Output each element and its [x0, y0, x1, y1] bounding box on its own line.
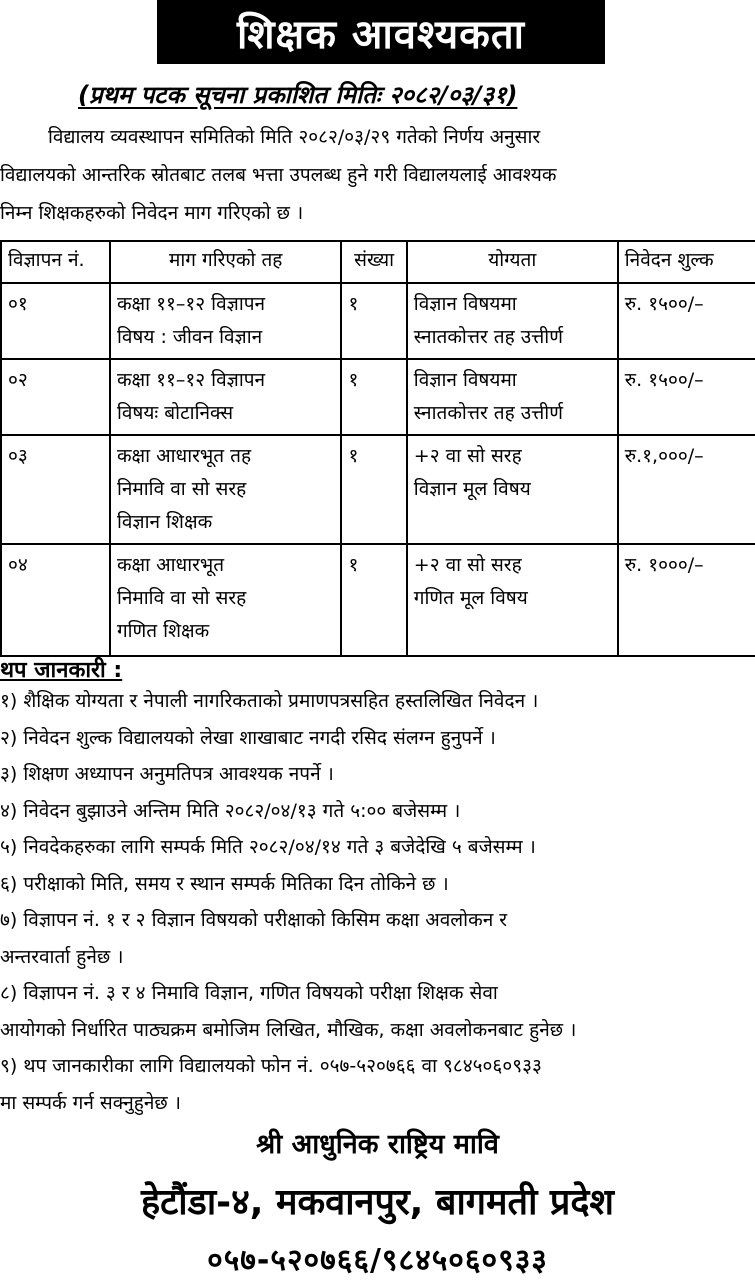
qualification [407, 283, 618, 359]
list-item: अन्तरवार्ता हुनेछ । [0, 945, 124, 968]
requested-level [110, 435, 342, 544]
qual-line: +२ वा सो सरह [413, 554, 522, 576]
qual-line: विज्ञान विषयमा [413, 369, 517, 391]
intro-paragraph [0, 118, 755, 232]
vacancy-table [0, 240, 755, 657]
list-item: मा सम्पर्क गर्न सक्नुहुनेछ । [0, 1091, 181, 1114]
qual-line: +२ वा सो सरह [413, 445, 522, 467]
header-fee: निवेदन शुल्क [618, 241, 755, 283]
list-item: ४) निवेदन बुझाउने अन्तिम मिति २०८२/०४/१३ गते ५:०० बजेसम्म । [0, 799, 461, 822]
list-item: आयोगको निर्धारित पाठ्यक्रम बमोजिम लिखित, मौखिक, कक्षा अवलोकनबाट हुनेछ । [0, 1018, 577, 1041]
header-count: संख्या [341, 241, 406, 283]
position-count: १ [341, 435, 406, 544]
intro-line: विद्यालय व्यवस्थापन समितिको मिति २०८२/०३/२९ गतेको निर्णय अनुसार [48, 126, 541, 148]
ad-number: ०१ [1, 283, 110, 359]
qualification [407, 435, 618, 544]
level-line: कक्षा ११–१२ विज्ञापन [116, 293, 266, 315]
list-item: २) निवेदन शुल्क विद्यालयको लेखा शाखाबाट नगदी रसिद संलग्न हुनुपर्ने । [0, 726, 496, 749]
application-fee: रु. १५००/– [618, 283, 755, 359]
level-line: कक्षा आधारभूत [116, 554, 225, 576]
header-level: माग गरिएको तह [110, 241, 342, 283]
list-item: ९) थप जानकारीका लागि विद्यालयको फोन नं. ०५७-५२०७६६ वा ९८४५०६०९३३ [0, 1055, 542, 1077]
list-item: ३) शिक्षण अध्यापन अनुमतिपत्र आवश्यक नपर्ने । [0, 763, 334, 785]
ad-number: ०३ [1, 435, 110, 544]
table-header-row [1, 241, 755, 283]
level-line: गणित शिक्षक [116, 620, 210, 642]
qual-line: स्नातकोत्तर तह उत्तीर्ण [413, 402, 563, 424]
position-count: १ [341, 283, 406, 359]
table-row [1, 359, 755, 435]
qualification [407, 544, 618, 656]
position-count: १ [341, 359, 406, 435]
level-line: निमावि वा सो सरह [116, 587, 247, 609]
requested-level [110, 283, 342, 359]
header-qualification: योग्यता [407, 241, 618, 283]
qual-line: विज्ञान मूल विषय [413, 478, 531, 500]
requested-level [110, 359, 342, 435]
list-item: ५) निवदेकहरुका लागि सम्पर्क मिति २०८२/०४/१४ गते ३ बजेदेखि ५ बजेसम्म । [0, 836, 536, 858]
qual-line: विज्ञान विषयमा [413, 293, 517, 315]
ad-number: ०४ [1, 544, 110, 656]
qualification [407, 359, 618, 435]
list-item: ७) विज्ञापन नं. १ र २ विज्ञान विषयको परीक्षाको किसिम कक्षा अवलोकन र [0, 909, 508, 931]
publication-date-line: (प्रथम पटक सूचना प्रकाशित मितिः २०८२/०३/३१) [78, 81, 518, 109]
header-ad-no: विज्ञापन नं. [1, 241, 110, 283]
application-fee: रु. १५००/– [618, 359, 755, 435]
application-fee: रु.१,०००/– [618, 435, 755, 544]
level-line: विषय : जीवन विज्ञान [116, 326, 263, 348]
school-phone: ०५७-५२०७६६/९८४५०६०९३३ [207, 1243, 548, 1278]
application-fee: रु. १०००/– [618, 544, 755, 656]
level-line: विषयः बोटानिक्स [116, 402, 234, 424]
school-address: हेटौंडा-४, मकवानपुर, बागमती प्रदेश [140, 1182, 615, 1223]
requested-level [110, 544, 342, 656]
notice-title: शिक्षक आवश्यकता [157, 0, 605, 64]
table-row [1, 283, 755, 359]
level-line: कक्षा आधारभूत तह [116, 445, 252, 467]
level-line: कक्षा ११–१२ विज्ञापन [116, 369, 266, 391]
intro-line: निम्न शिक्षकहरुको निवेदन माग गरिएको छ । [0, 202, 304, 224]
list-item: १) शैक्षिक योग्यता र नेपाली नागरिकताको प्रमाणपत्रसहित हस्तलिखित निवेदन । [0, 690, 539, 712]
qual-line: स्नातकोत्तर तह उत्तीर्ण [413, 326, 563, 348]
intro-line: विद्यालयको आन्तरिक स्रोतबाट तलब भत्ता उपलब्ध हुने गरी विद्यालयलाई आवश्यक [0, 164, 557, 186]
level-line: विज्ञान शिक्षक [116, 511, 213, 533]
position-count: १ [341, 544, 406, 656]
additional-info-list [0, 683, 755, 1121]
qual-line: गणित मूल विषय [413, 587, 528, 609]
list-item: ८) विज्ञापन नं. ३ र ४ निमावि विज्ञान, गणित विषयको परीक्षा शिक्षक सेवा [0, 982, 498, 1004]
school-name: श्री आधुनिक राष्ट्रिय मावि [256, 1129, 499, 1160]
list-item: ६) परीक्षाको मिति, समय र स्थान सम्पर्क मितिका दिन तोकिने छ । [0, 872, 449, 895]
additional-info-heading: थप जानकारी : [0, 658, 123, 683]
level-line: निमावि वा सो सरह [116, 478, 247, 500]
ad-number: ०२ [1, 359, 110, 435]
table-row [1, 544, 755, 656]
table-row [1, 435, 755, 544]
